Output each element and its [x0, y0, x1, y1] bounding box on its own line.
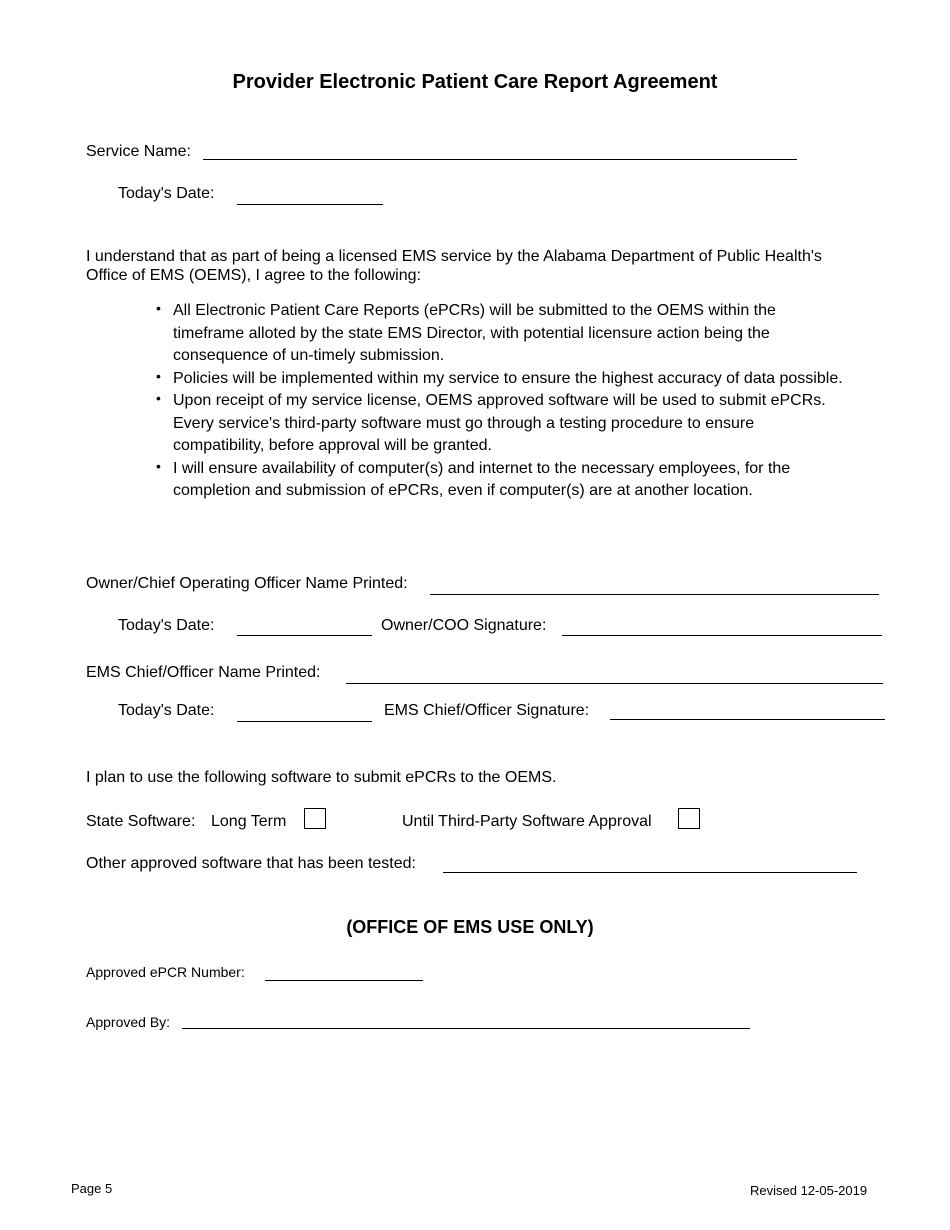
revised-date: Revised 12-05-2019	[750, 1183, 868, 1198]
owner-signature-field[interactable]	[562, 635, 882, 636]
service-name-label: Service Name:	[86, 143, 191, 160]
ems-chief-name-label: EMS Chief/Officer Name Printed:	[86, 664, 321, 681]
until-third-party-checkbox[interactable]	[678, 808, 700, 829]
agreement-intro: I understand that as part of being a licensed EMS service by the Alabama Department of Public Health's Office of EMS (OEMS), I agree to the following:	[86, 248, 822, 284]
agreement-item: • I will ensure availability of computer(s) and internet to the necessary employees, for the completion and submission of ePCRs, even if computer(s) are at another location.	[156, 458, 846, 503]
page-title: Provider Electronic Patient Care Report Agreement	[232, 71, 718, 93]
ems-chief-signature-field[interactable]	[610, 719, 885, 720]
owner-signature-label: Owner/COO Signature:	[381, 617, 547, 634]
software-intro: I plan to use the following software to submit ePCRs to the OEMS.	[86, 769, 557, 786]
approved-epcr-field[interactable]	[265, 980, 423, 981]
approved-by-label: Approved By:	[86, 1014, 171, 1030]
ems-chief-date-field[interactable]	[237, 721, 372, 722]
service-name-field[interactable]	[203, 159, 797, 160]
agreement-item: • All Electronic Patient Care Reports (ePCRs) will be submitted to the OEMS within the timeframe alloted by the state EMS Director, with potential licensure action being the consequence of un-timely submission.	[156, 300, 846, 368]
other-software-label: Other approved software that has been tested:	[86, 855, 416, 872]
owner-date-field[interactable]	[237, 635, 372, 636]
approved-by-field[interactable]	[182, 1028, 750, 1029]
ems-chief-name-field[interactable]	[346, 683, 883, 684]
long-term-checkbox[interactable]	[304, 808, 326, 829]
owner-name-field[interactable]	[430, 594, 879, 595]
agreement-item: • Policies will be implemented within my service to ensure the highest accuracy of data possible.	[156, 368, 846, 391]
other-software-field[interactable]	[443, 872, 857, 873]
ems-chief-date-label: Today's Date:	[118, 702, 215, 719]
approved-epcr-label: Approved ePCR Number:	[86, 964, 245, 980]
state-software-label: State Software:	[86, 813, 196, 830]
todays-date-label: Today's Date:	[118, 185, 215, 202]
long-term-label: Long Term	[211, 813, 287, 830]
agreement-item: • Upon receipt of my service license, OEMS approved software will be used to submit ePCRs. Every service's third-party software must go through a testing procedure to ensure compatibility, before approval will be granted.	[156, 390, 846, 458]
owner-name-label: Owner/Chief Operating Officer Name Printed:	[86, 575, 408, 592]
until-third-party-label: Until Third-Party Software Approval	[402, 813, 652, 830]
agreement-list	[156, 300, 846, 503]
office-use-heading: (OFFICE OF EMS USE ONLY)	[346, 917, 594, 937]
page-number: Page 5	[71, 1181, 113, 1196]
ems-chief-signature-label: EMS Chief/Officer Signature:	[384, 702, 590, 719]
todays-date-field[interactable]	[237, 204, 383, 205]
owner-date-label: Today's Date:	[118, 617, 215, 634]
